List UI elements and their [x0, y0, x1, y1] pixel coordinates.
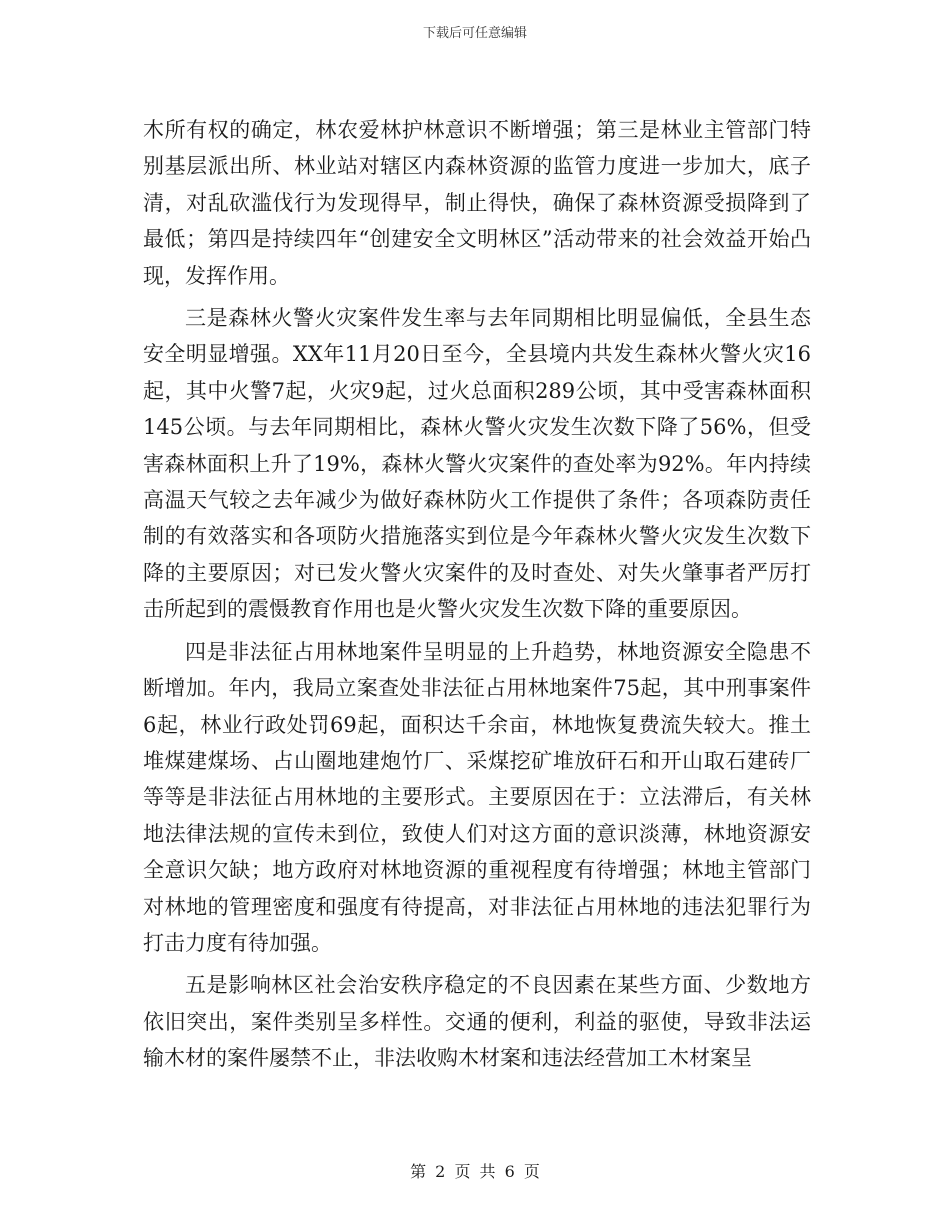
page-number: 第 2 页 共 6 页 — [410, 1162, 540, 1181]
page-header: 下载后可任意编辑 — [422, 26, 527, 41]
paragraph-continuation: 木所有权的确定，林农爱林护林意识不断增强；第三是林业主管部门特别基层派出所、林业站对辖区内森林资源的监管力度进一步加大，底子清，对乱砍滥伐行为发现得早，制止得快，确保了森林资源受损降到了最低；第四是持续四年“创建安全文明林区”活动带来的社会效益开始凸现，发挥作用。 — [143, 118, 811, 288]
paragraph-public-order: 五是影响林区社会治安秩序稳定的不良因素在某些方面、少数地方依旧突出，案件类别呈多样性。交通的便利，利益的驱使，导致非法运输木材的案件屡禁不止，非法收购木材案和违法经营加工木材案呈 — [143, 973, 811, 1071]
paragraph-fire-cases: 三是森林火警火灾案件发生率与去年同期相比明显偏低，全县生态安全明显增强。XX年11月20日至今，全县境内共发生森林火警火灾16起，其中火警7起，火灾9起，过火总面积289公顷，其中受害森林面积145公顷。与去年同期相比，森林火警火灾发生次数下降了56%，但受害森林面积上升了19%，森林火警火灾案件的查处率为92%。年内持续高温天气较之去年减少为做好森林防火工作提供了条件；各项森防责任制的有效落实和各项防火措施落实到位是今年森林火警火灾发生次数下降的主要原因；对已发火警火灾案件的及时查处、对失火肇事者严厉打击所起到的震慑教育作用也是火警火灾发生次数下降的重要原因。 — [143, 306, 811, 622]
document-body — [143, 112, 811, 1083]
paragraph-forest-land: 四是非法征占用林地案件呈明显的上升趋势，林地资源安全隐患不断增加。年内，我局立案查处非法征占用林地案件75起，其中刑事案件6起，林业行政处罚69起，面积达千余亩，林地恢复费流失较大。推土堆煤建煤场、占山圈地建炮竹厂、采煤挖矿堆放矸石和开山取石建砖厂等等是非法征占用林地的主要形式。主要原因在于：立法滞后，有关林地法律法规的宣传未到位，致使人们对这方面的意识淡薄，林地资源安全意识欠缺；地方政府对林地资源的重视程度有待增强；林地主管部门对林地的管理密度和强度有待提高，对非法征占用林地的违法犯罪行为打击力度有待加强。 — [143, 639, 811, 955]
